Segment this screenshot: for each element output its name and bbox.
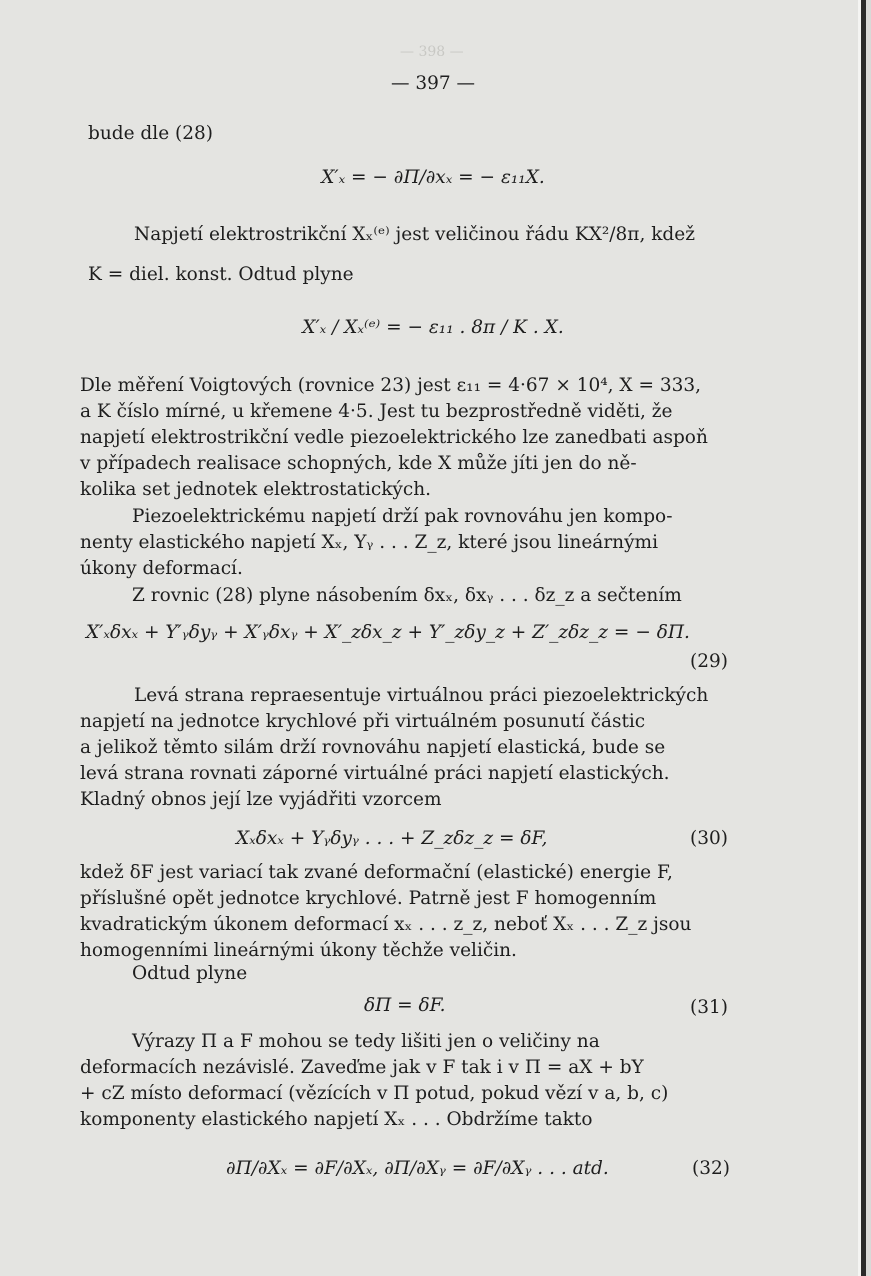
text-line: Odtud plyne bbox=[132, 963, 248, 984]
text-line: kdež δF jest variací tak zvané deformační (elastické) energie F, bbox=[80, 862, 673, 883]
equation: X′ₓδxₓ + Y′ᵧδyᵧ + X′ᵧδxᵧ + X′_zδx_z + Y′_zδy_z + Z′_zδz_z = − δΠ. bbox=[86, 622, 690, 643]
text-line: v případech realisace schopných, kde X může jíti jen do ně- bbox=[80, 453, 637, 474]
text-line: Výrazy Π a F mohou se tedy lišiti jen o veličiny na bbox=[132, 1031, 600, 1052]
equation-number: (29) bbox=[690, 651, 728, 672]
text-line: K = diel. konst. Odtud plyne bbox=[88, 264, 354, 285]
page-number: — 397 — bbox=[390, 73, 476, 94]
text-line: příslušné opět jednotce krychlové. Patrně jest F homogenním bbox=[80, 888, 657, 909]
text-line: Kladný obnos její lze vyjádřiti vzorcem bbox=[80, 789, 442, 810]
page-edge-highlight bbox=[858, 0, 861, 1276]
equation: X′ₓ = − ∂Π/∂xₓ = − ε₁₁X. bbox=[321, 167, 545, 188]
text-line: Z rovnic (28) plyne násobením δxₓ, δxᵧ . . . δz_z a sečtením bbox=[132, 585, 682, 606]
equation: X′ₓ / Xₓ⁽ᵉ⁾ = − ε₁₁ . 8π / K . X. bbox=[302, 317, 564, 338]
text-line: Levá strana repraesentuje virtuálnou práci piezoelektrických bbox=[134, 685, 709, 706]
equation-number: (32) bbox=[692, 1158, 730, 1179]
text-line: a K číslo mírné, u křemene 4·5. Jest tu bezprostředně viděti, že bbox=[80, 401, 673, 422]
text-line: nenty elastického napjetí Xₓ, Yᵧ . . . Z_z, které jsou lineárnými bbox=[80, 532, 658, 553]
text-line: deformacích nezávislé. Zaveďme jak v F tak i v Π = aX + bY bbox=[80, 1057, 644, 1078]
text-line: Piezoelektrickému napjetí drží pak rovnováhu jen kompo- bbox=[132, 506, 673, 527]
page-edge-shadow bbox=[861, 0, 866, 1276]
bleed-through-page-number: — 398 — bbox=[400, 44, 464, 60]
equation: δΠ = δF. bbox=[364, 995, 446, 1016]
equation-number: (31) bbox=[690, 997, 728, 1018]
text-line: napjetí elektrostrikční vedle piezoelektrického lze zanedbati aspoň bbox=[80, 427, 708, 448]
equation-number: (30) bbox=[690, 828, 728, 849]
text-line: + cZ místo deformací (vězících v Π potud, pokud vězí v a, b, c) bbox=[80, 1083, 669, 1104]
text-line: Napjetí elektrostrikční Xₓ⁽ᵉ⁾ jest veličinou řádu KX²/8π, kdež bbox=[134, 224, 695, 245]
text-line: homogenními lineárnými úkony těchže veličin. bbox=[80, 940, 517, 961]
text-line: bude dle (28) bbox=[88, 123, 213, 144]
text-line: kvadratickým úkonem deformací xₓ . . . z_z, neboť Xₓ . . . Z_z jsou bbox=[80, 914, 692, 935]
text-line: napjetí na jednotce krychlové při virtuálném posunutí částic bbox=[80, 711, 646, 732]
equation: Xₓδxₓ + Yᵧδyᵧ . . . + Z_zδz_z = δF, bbox=[236, 828, 548, 849]
text-line: Dle měření Voigtových (rovnice 23) jest ε₁₁ = 4·67 × 10⁴, X = 333, bbox=[80, 375, 702, 396]
text-line: úkony deformací. bbox=[80, 558, 243, 579]
text-line: levá strana rovnati záporné virtuálné práci napjetí elastických. bbox=[80, 763, 670, 784]
text-line: a jelikož těmto silám drží rovnováhu napjetí elastická, bude se bbox=[80, 737, 666, 758]
equation: ∂Π/∂Xₓ = ∂F/∂Xₓ, ∂Π/∂Xᵧ = ∂F/∂Xᵧ . . . atd. bbox=[226, 1158, 609, 1179]
text-line: komponenty elastického napjetí Xₓ . . . Obdržíme takto bbox=[80, 1109, 593, 1130]
text-line: kolika set jednotek elektrostatických. bbox=[80, 479, 432, 500]
